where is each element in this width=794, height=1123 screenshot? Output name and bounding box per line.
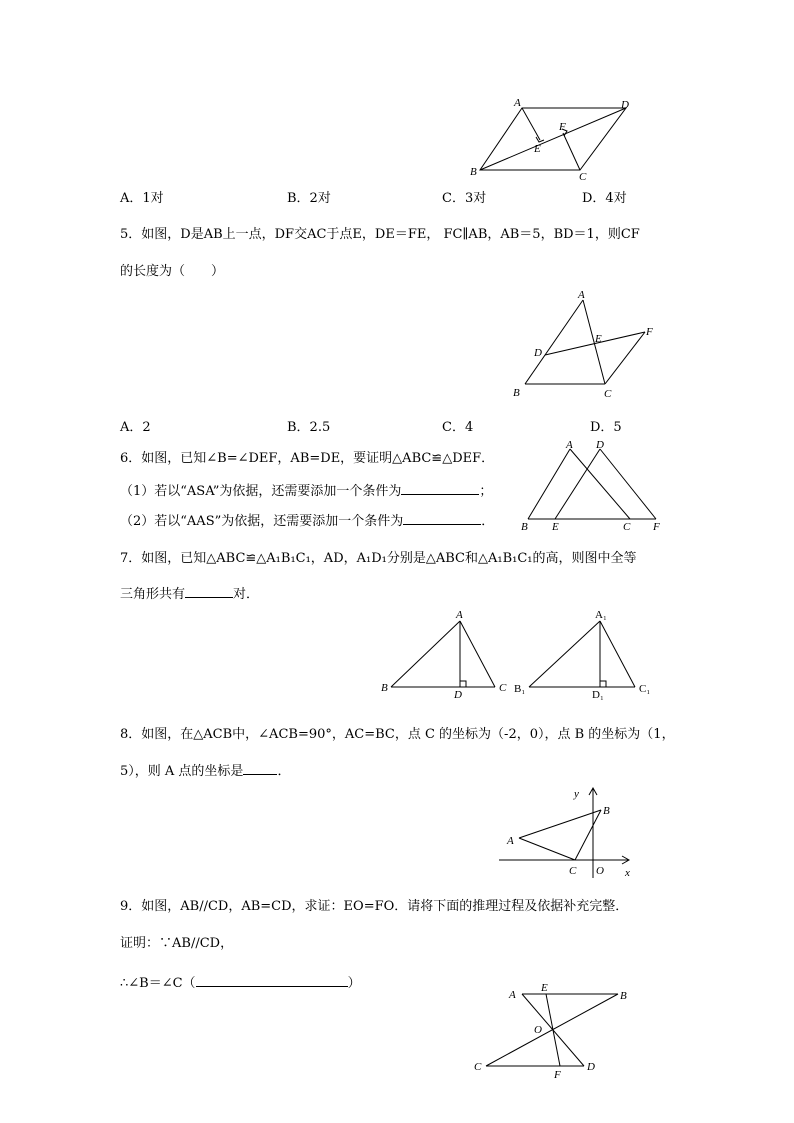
- q6-stem: 6．如图，已知∠B=∠DEF，AB=DE，要证明△ABC≌△DEF．: [120, 451, 495, 466]
- q7-stem-line2: [120, 583, 259, 602]
- q7-segment-ab: [391, 621, 460, 687]
- q4-figure: [460, 92, 640, 182]
- q9-proof-line2-a: ∴∠B＝∠C（: [120, 976, 196, 991]
- q5-option-d: D．5: [590, 420, 622, 435]
- q4-label-c: C: [579, 171, 587, 182]
- q6-segment-de: [555, 449, 600, 519]
- q4-label-d: D: [621, 99, 629, 111]
- q9-proof-line2: [120, 972, 361, 991]
- q8-label-a: A: [507, 835, 514, 847]
- q4-label-b: B: [470, 166, 477, 178]
- q6-label-c: C: [623, 521, 631, 533]
- q5-stem-line1: 5．如图，D是AB上一点，DF交AC于点E，DE＝FE， FC∥AB，AB＝5，BD＝1，则CF: [120, 227, 640, 242]
- q9-proof-line2-b: ）: [347, 976, 361, 991]
- q9-label-a: A: [509, 989, 516, 1001]
- q5-label-b: B: [513, 387, 520, 399]
- q6-figure: [512, 435, 672, 535]
- q6-label-f: F: [653, 521, 660, 533]
- q7-label-d1: D₁: [592, 689, 604, 700]
- q4-label-e: E: [534, 143, 541, 155]
- q9-segment-ef: [546, 994, 560, 1066]
- q8-label-c: C: [569, 865, 577, 877]
- q7-stem-line2-b: 对．: [233, 587, 260, 602]
- q7-label-b: B: [381, 682, 388, 694]
- q9-label-o: O: [534, 1024, 542, 1036]
- q8-blank[interactable]: [243, 762, 277, 775]
- q6-segment-ab: [528, 449, 570, 519]
- q4-segment-ae: [522, 108, 540, 140]
- q5-segment-ab: [525, 300, 583, 384]
- q7-label-d: D: [454, 689, 462, 700]
- q6-sub2-blank[interactable]: [403, 512, 481, 525]
- q5-option-c: C．4: [442, 420, 474, 435]
- q7-label-a: A: [456, 609, 463, 621]
- q8-figure: [495, 782, 645, 882]
- q6-label-a: A: [566, 439, 573, 451]
- q4-option-c: C．3对: [442, 191, 487, 206]
- q8-stem-line1: 8．如图，在△ACB中，∠ACB=90°，AC=BC，点 C 的坐标为（-2，0），点 B 的坐标为（1，: [120, 727, 675, 742]
- q9-label-c: C: [474, 1061, 482, 1073]
- q4-label-f: F: [559, 121, 566, 133]
- q9-proof-line1: 证明：∵AB//CD，: [120, 936, 234, 951]
- q6-segment-df: [600, 449, 656, 519]
- q6-sub2-row: [120, 510, 494, 529]
- q7-segment-a1c1: [600, 621, 635, 687]
- q5-label-f: F: [646, 326, 653, 338]
- q4-label-a: A: [514, 97, 521, 109]
- q8-label-y: y: [574, 788, 579, 800]
- q5-stem-line2: 的长度为（ ）: [120, 264, 225, 279]
- q5-option-b: B．2.5: [287, 420, 331, 435]
- q9-label-b: B: [620, 990, 627, 1002]
- q7-label-a1: A₁: [595, 609, 607, 621]
- q4-diagonal-bd: [480, 108, 626, 170]
- q9-stem: 9．如图，AB//CD，AB=CD，求证：EO=FO．请将下面的推理过程及依据补充完整．: [120, 899, 629, 914]
- q7-blank[interactable]: [185, 585, 233, 598]
- q4-option-a: A．1对: [120, 191, 164, 206]
- q6-sub1-text: （1）若以“ASA”为依据，还需要添加一个条件为: [120, 484, 402, 499]
- q6-sub1-row: [120, 480, 492, 499]
- q6-segment-ac: [570, 449, 630, 519]
- q8-segment-ac: [519, 838, 575, 860]
- q7-stem-line2-a: 三角形共有: [120, 587, 186, 602]
- q8-label-b: B: [603, 805, 610, 817]
- q7-segment-a1b1: [529, 621, 600, 687]
- q9-label-f: F: [554, 1069, 561, 1081]
- q6-label-b: B: [521, 521, 528, 533]
- q9-figure: [468, 978, 638, 1083]
- q6-sub1-end: ；: [479, 484, 493, 499]
- q7-label-c1: C₁: [639, 683, 651, 695]
- q7-stem-line1: 7．如图，已知△ABC≌△A₁B₁C₁，AD，A₁D₁分别是△ABC和△A₁B₁C₁的高，则图中全等: [120, 551, 637, 566]
- q6-sub2-end: ．: [481, 514, 495, 529]
- q5-label-d: D: [534, 347, 542, 359]
- q7-right-angle-d: [460, 681, 466, 687]
- q7-label-c: C: [499, 682, 507, 694]
- q6-sub2-text: （2）若以“AAS”为依据，还需要添加一个条件为: [120, 514, 404, 529]
- q9-label-e: E: [541, 982, 548, 994]
- q9-label-d: D: [587, 1061, 595, 1073]
- q7-segment-ac: [460, 621, 495, 687]
- q8-stem-line2-a: 5），则 A 点的坐标是: [120, 764, 244, 779]
- q5-label-a: A: [578, 289, 585, 301]
- q7-figure: [375, 605, 665, 700]
- q5-label-e: E: [595, 333, 602, 345]
- q5-option-a: A．2: [120, 420, 151, 435]
- q9-segment-bc: [486, 994, 618, 1066]
- q4-option-d: D．4对: [582, 191, 627, 206]
- q7-right-angle-d1: [600, 681, 606, 687]
- q6-label-d: D: [596, 439, 604, 451]
- q6-sub1-blank[interactable]: [401, 482, 479, 495]
- q4-segment-cf: [563, 133, 580, 170]
- q6-label-e: E: [552, 521, 559, 533]
- q5-label-c: C: [604, 388, 612, 400]
- q5-figure: [505, 288, 665, 403]
- q9-blank[interactable]: [196, 974, 348, 987]
- q8-stem-line2: [120, 760, 290, 779]
- q8-stem-line2-b: ．: [277, 764, 291, 779]
- q8-label-x: x: [625, 867, 630, 879]
- q7-label-b1: B₁: [514, 683, 526, 695]
- q8-label-o: O: [596, 865, 604, 877]
- q4-option-b: B．2对: [287, 191, 331, 206]
